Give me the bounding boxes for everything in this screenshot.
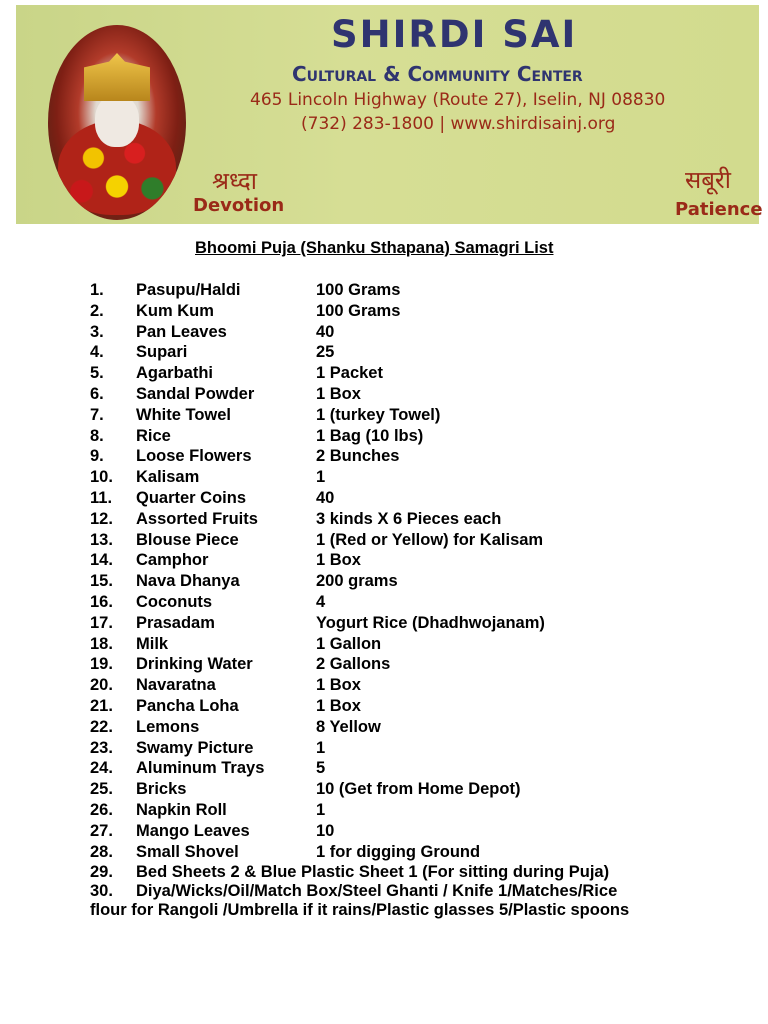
list-item xyxy=(90,593,750,614)
item-number: 1. xyxy=(90,281,104,299)
list-item xyxy=(90,406,750,427)
item-number: 10. xyxy=(90,468,113,487)
item-quantity: 2 Gallons xyxy=(316,655,391,674)
item-name: Aluminum Trays xyxy=(136,759,265,778)
item-quantity: 3 kinds X 6 Pieces each xyxy=(316,509,502,528)
portrait-crown xyxy=(84,53,150,101)
item-quantity: 1 Gallon xyxy=(316,634,382,653)
item-name: Quarter Coins xyxy=(136,488,247,507)
item-name: White Towel xyxy=(136,405,232,424)
item-number: 18. xyxy=(90,634,113,653)
list-item xyxy=(90,863,750,882)
org-subtitle: Cultural & Community Center xyxy=(292,62,583,86)
item-text-line2: flour for Rangoli /Umbrella if it rains/Plastic glasses 5/Plastic spoons xyxy=(90,901,630,920)
item-quantity: 1 Packet xyxy=(316,364,383,383)
item-number: 29. xyxy=(90,863,113,882)
list-item xyxy=(90,447,750,468)
list-item xyxy=(90,510,750,531)
item-name: Pan Leaves xyxy=(136,322,227,341)
item-name: Lemons xyxy=(136,717,200,736)
item-number: 13. xyxy=(90,530,113,549)
item-number: 12. xyxy=(90,509,113,528)
list-item xyxy=(90,882,750,920)
item-number: 11. xyxy=(90,488,113,507)
list-item xyxy=(90,364,750,385)
list-item xyxy=(90,801,750,822)
list-item xyxy=(90,551,750,572)
org-address: 465 Lincoln Highway (Route 27), Iselin, NJ 08830 xyxy=(250,90,666,110)
item-quantity: 25 xyxy=(316,343,335,362)
item-name: Napkin Roll xyxy=(136,800,227,819)
item-quantity: 1 Box xyxy=(316,551,361,570)
list-item xyxy=(90,531,750,552)
list-item xyxy=(90,635,750,656)
item-number: 4. xyxy=(90,343,104,362)
item-text: Bed Sheets 2 & Blue Plastic Sheet 1 (For sitting during Puja) xyxy=(136,863,610,882)
patience-devanagari: सबूरी xyxy=(685,166,731,194)
org-title: SHIRDI SAI xyxy=(331,13,578,56)
list-item xyxy=(90,697,750,718)
item-number: 7. xyxy=(90,405,104,424)
item-name: Supari xyxy=(136,343,188,362)
item-number: 14. xyxy=(90,551,113,570)
devotion-devanagari: श्रध्दा xyxy=(212,167,257,195)
item-quantity: 1 Bag (10 lbs) xyxy=(316,426,424,445)
patience-label: Patience xyxy=(675,199,763,220)
item-number: 24. xyxy=(90,759,113,778)
item-name: Mango Leaves xyxy=(136,821,250,840)
item-number: 22. xyxy=(90,717,113,736)
item-name: Agarbathi xyxy=(136,364,214,383)
item-quantity: 10 xyxy=(316,821,335,840)
item-name: Pasupu/Haldi xyxy=(136,281,241,299)
item-quantity: Yogurt Rice (Dhadhwojanam) xyxy=(316,613,545,632)
item-name: Sandal Powder xyxy=(136,384,255,403)
item-number: 25. xyxy=(90,780,113,799)
item-quantity: 1 for digging Ground xyxy=(316,842,481,861)
item-number: 26. xyxy=(90,800,113,819)
list-item xyxy=(90,718,750,739)
item-quantity: 40 xyxy=(316,322,335,341)
list-item xyxy=(90,489,750,510)
devotion-label: Devotion xyxy=(193,195,285,216)
item-number: 21. xyxy=(90,696,113,715)
item-number: 28. xyxy=(90,842,113,861)
list-item xyxy=(90,655,750,676)
item-number: 30. xyxy=(90,882,113,901)
list-item xyxy=(90,281,750,302)
document-title: Bhoomi Puja (Shanku Sthapana) Samagri List xyxy=(195,239,554,257)
list-item xyxy=(90,614,750,635)
item-quantity: 1 xyxy=(316,738,326,757)
item-quantity: 1 Box xyxy=(316,676,361,695)
item-name: Camphor xyxy=(136,551,209,570)
item-number: 23. xyxy=(90,738,113,757)
item-name: Prasadam xyxy=(136,613,215,632)
item-name: Swamy Picture xyxy=(136,738,254,757)
item-quantity: 1 Box xyxy=(316,384,361,403)
item-number: 16. xyxy=(90,592,113,611)
item-name: Navaratna xyxy=(136,676,216,695)
item-number: 19. xyxy=(90,655,113,674)
item-quantity: 200 grams xyxy=(316,572,398,591)
item-name: Rice xyxy=(136,426,171,445)
item-number: 6. xyxy=(90,384,104,403)
item-quantity: 2 Bunches xyxy=(316,447,400,466)
item-quantity: 100 Grams xyxy=(316,281,401,299)
item-number: 15. xyxy=(90,572,113,591)
list-item xyxy=(90,343,750,364)
item-number: 27. xyxy=(90,821,113,840)
org-contact: (732) 283-1800 | www.shirdisainj.org xyxy=(301,114,616,134)
item-text-line1: Diya/Wicks/Oil/Match Box/Steel Ghanti / Knife 1/Matches/Rice xyxy=(136,882,618,901)
item-quantity: 1 (turkey Towel) xyxy=(316,405,441,424)
item-quantity: 5 xyxy=(316,759,326,778)
item-name: Kum Kum xyxy=(136,301,214,320)
list-item xyxy=(90,843,750,864)
list-item xyxy=(90,572,750,593)
item-quantity: 100 Grams xyxy=(316,301,401,320)
item-name: Small Shovel xyxy=(136,842,239,861)
item-quantity: 10 (Get from Home Depot) xyxy=(316,780,521,799)
item-name: Nava Dhanya xyxy=(136,572,240,591)
list-item xyxy=(90,302,750,323)
list-item xyxy=(90,780,750,801)
item-name: Pancha Loha xyxy=(136,696,239,715)
list-item xyxy=(90,427,750,448)
item-number: 2. xyxy=(90,301,104,320)
item-quantity: 1 Box xyxy=(316,696,361,715)
item-quantity: 1 xyxy=(316,468,326,487)
list-item xyxy=(90,822,750,843)
item-name: Bricks xyxy=(136,780,187,799)
list-item xyxy=(90,676,750,697)
list-item xyxy=(90,468,750,489)
item-number: 3. xyxy=(90,322,104,341)
item-name: Assorted Fruits xyxy=(136,509,258,528)
item-name: Blouse Piece xyxy=(136,530,239,549)
list-item xyxy=(90,385,750,406)
item-number: 20. xyxy=(90,676,113,695)
item-number: 8. xyxy=(90,426,104,445)
item-number: 17. xyxy=(90,613,113,632)
item-quantity: 40 xyxy=(316,488,335,507)
item-quantity: 1 xyxy=(316,800,326,819)
item-name: Loose Flowers xyxy=(136,447,252,466)
item-quantity: 1 (Red or Yellow) for Kalisam xyxy=(316,530,544,549)
samagri-list xyxy=(90,281,750,920)
portrait-face xyxy=(95,95,139,147)
item-quantity: 8 Yellow xyxy=(316,717,381,736)
item-name: Coconuts xyxy=(136,592,213,611)
item-quantity: 4 xyxy=(316,592,326,611)
list-item xyxy=(90,323,750,344)
list-item xyxy=(90,739,750,760)
item-number: 5. xyxy=(90,364,104,383)
item-name: Kalisam xyxy=(136,468,200,487)
list-item xyxy=(90,759,750,780)
sai-baba-portrait xyxy=(48,25,186,220)
item-number: 9. xyxy=(90,447,104,466)
item-name: Drinking Water xyxy=(136,655,253,674)
item-name: Milk xyxy=(136,634,169,653)
